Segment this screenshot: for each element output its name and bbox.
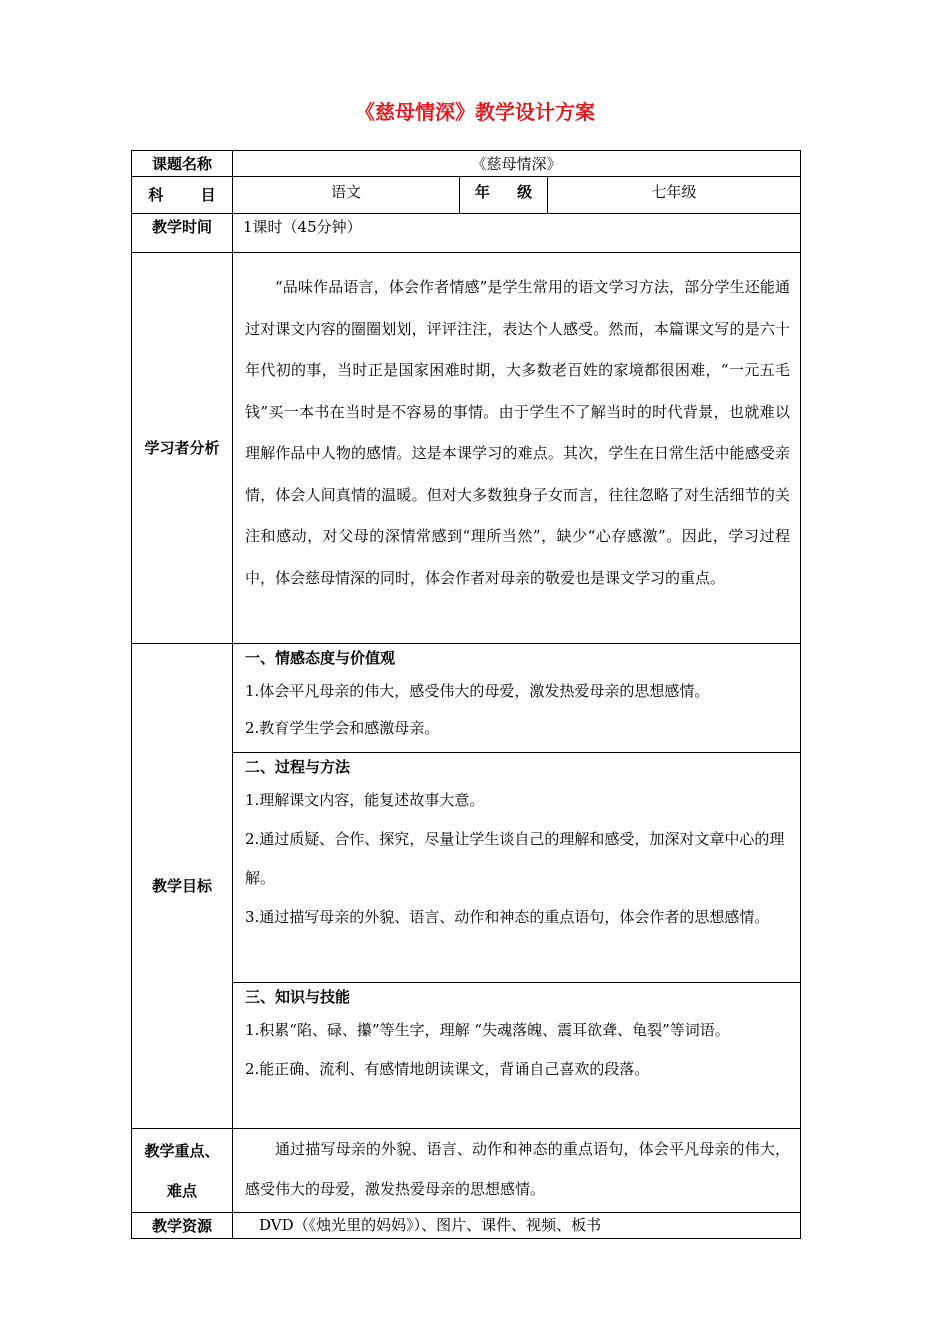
keypoints-label-line1: 教学重点、: [144, 1142, 220, 1160]
goals-label: 教学目标: [151, 877, 212, 895]
time-value: 1课时（45分钟）: [243, 218, 362, 236]
grade-label: 年 级: [474, 183, 533, 201]
learner-label: 学习者分析: [144, 439, 220, 457]
goal-heading: 一、情感态度与价值观: [245, 649, 396, 667]
keypoints-label-line2: 难点: [166, 1182, 197, 1200]
goal-section-process: [233, 753, 800, 982]
subject-label: 科 目: [148, 186, 216, 204]
time-label: 教学时间: [151, 218, 212, 236]
goal-item: 2.能正确、流利、有感情地朗读课文，背诵自己喜欢的段落。: [245, 1060, 650, 1078]
resources-label: 教学资源: [151, 1216, 212, 1235]
topic-value: 《慈母情深》: [471, 154, 562, 173]
goal-item: 3.通过描写母亲的外貌、语言、动作和神态的重点语句，体会作者的思想感情。: [245, 908, 770, 926]
goal-item: 1.理解课文内容，能复述故事大意。: [245, 791, 485, 809]
grade-value: 七年级: [651, 183, 697, 201]
keypoints-label: [132, 1129, 232, 1212]
keypoints-text: 通过描写母亲的外貌、语言、动作和神态的重点语句，体会平凡母亲的伟大，感受伟大的母爱，激发热爱母亲的思想感情。: [245, 1140, 790, 1198]
subject-value: 语文: [330, 183, 361, 201]
learner-text: “品味作品语言，体会作者情感”是学生常用的语文学习方法，部分学生还能通过对课文内容的圈圈划划，评评注注，表达个人感受。然而，本篇课文写的是六十年代初的事，当时正是国家困难时期，大多数老百姓的家境都很困难，“一元五毛钱”买一本书在当时是不容易的事情。由于学生不了解当时的时代背景，也就难以理解作品中人物的感情。这是本课学习的难点。其次，学生在日常生活中能感受亲情，体会人间真情的温暖。但对大多数独身子女而言，往往忽略了对生活细节的关注和感动，对父母的深情常感到“理所当然”，缺少“心存感激”。因此，学习过程中，体会慈母情深的同时，体会作者对母亲的敬爱也是课文学习的重点。: [245, 278, 790, 587]
goal-item: 1.体会平凡母亲的伟大，感受伟大的母爱，激发热爱母亲的思想感情。: [245, 682, 710, 700]
goal-heading: 三、知识与技能: [245, 988, 351, 1006]
goal-item: 1.积累“陷、碌、攥”等生字，理解 “失魂落魄、震耳欲聋、龟裂”等词语。: [245, 1021, 730, 1039]
topic-label: 课题名称: [151, 154, 212, 173]
resources-value: DVD（《烛光里的妈妈》）、图片、课件、视频、板书: [259, 1216, 602, 1234]
goal-item: 2.通过质疑、合作、探究，尽量让学生谈自己的理解和感受，加深对文章中心的理解。: [245, 830, 785, 887]
goal-item: 2.教育学生学会和感激母亲。: [245, 719, 440, 737]
goal-section-knowledge: [233, 983, 800, 1128]
goal-heading: 二、过程与方法: [245, 758, 351, 776]
goal-section-affective: [233, 644, 800, 752]
document-title: 《慈母情深》教学设计方案: [355, 100, 595, 124]
